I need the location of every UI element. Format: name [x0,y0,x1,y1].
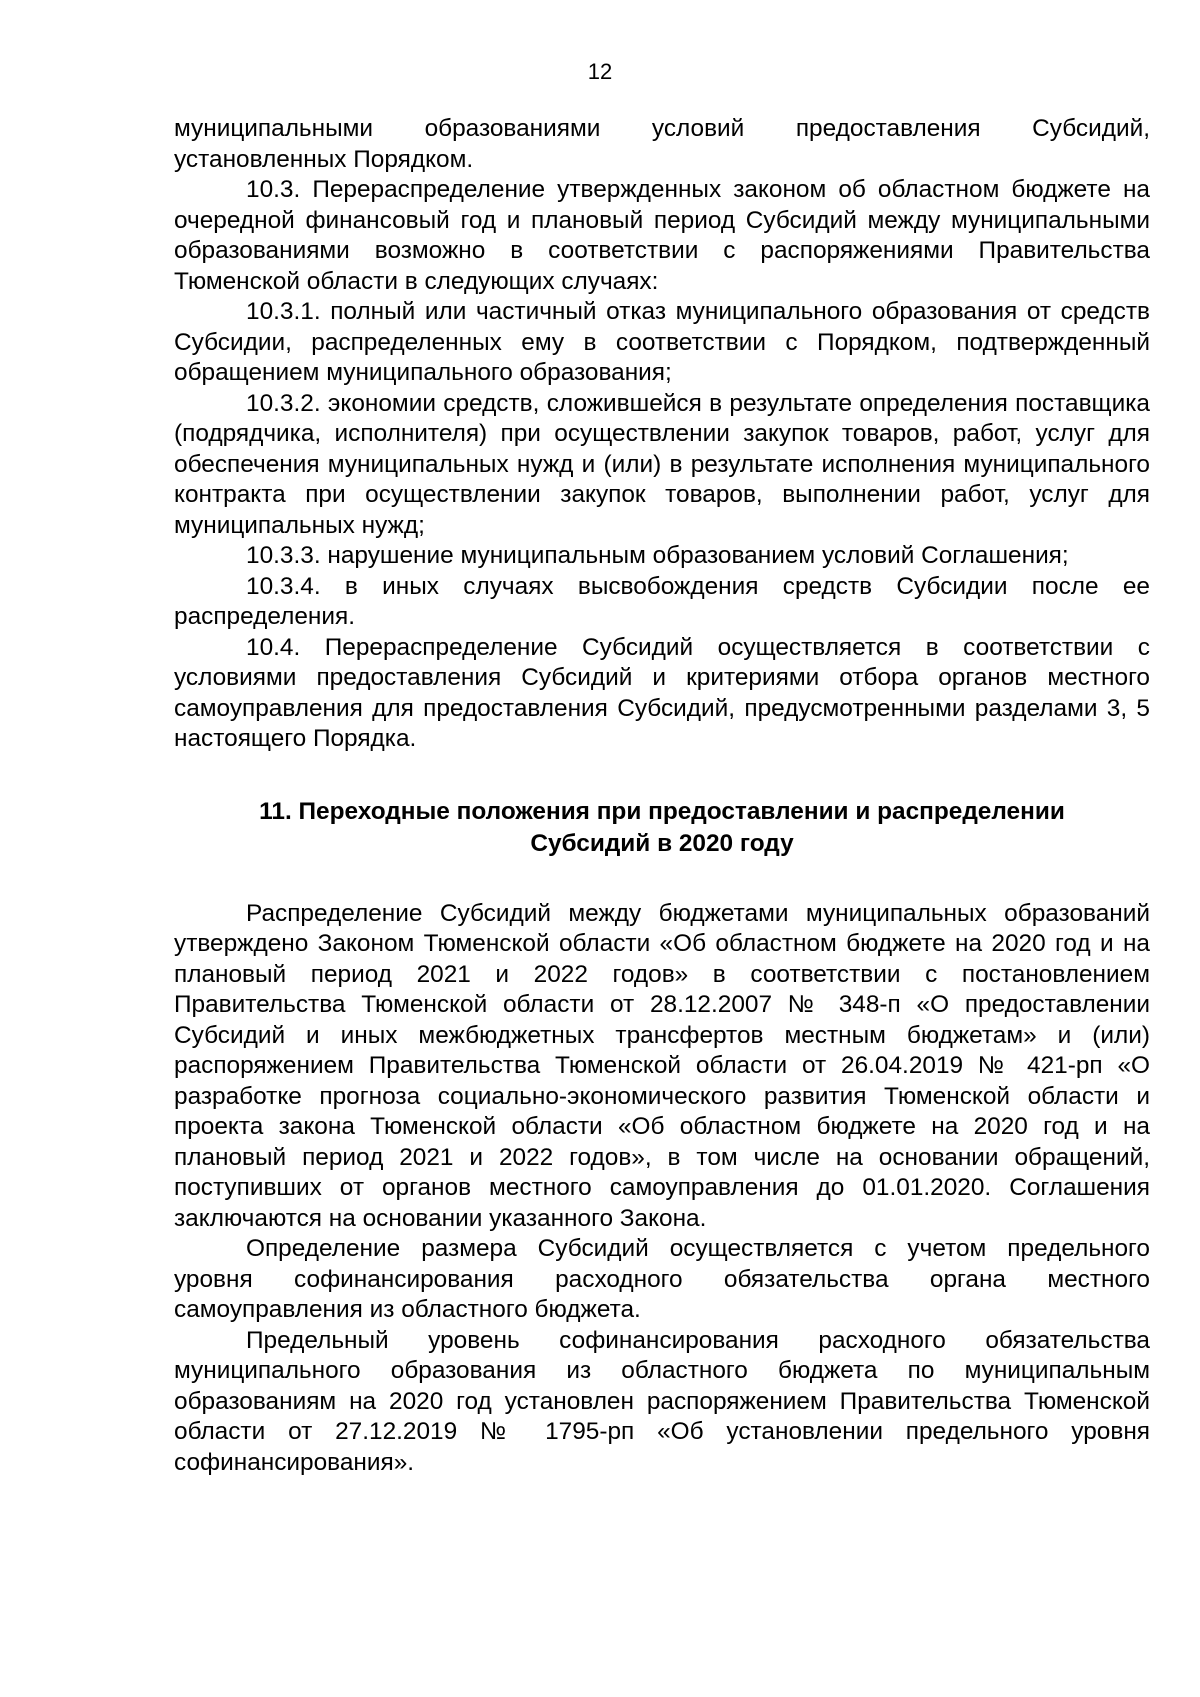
paragraph-10-3-2: 10.3.2. экономии средств, сложившейся в результате определения поставщика (подрядчика, исполнителя) при осуществлении закупок товаров, работ, услуг для обеспечения муниципальных нужд и (или) в результате исполнения муниципального контракта при осуществлении закупок товаров, выполнении работ, услуг для муниципальных нужд; [174,389,1150,539]
paragraph-distribution: Распределение Субсидий между бюджетами муниципальных образований утверждено Законом Тюменской области «Об областном бюджете на 2020 год и на плановый период 2021 и 2022 годов» в соответствии с постановлением Правительства Тюменской области от 28.12.2007 № 348-п «О предоставлении Субсидий и иных межбюджетных трансфертов местным бюджетам» и (или) распоряжением Правительства Тюменской области от 26.04.2019 № 421-рп «О разработке прогноза социально-экономического развития Тюменской области и проекта закона Тюменской области «Об областном бюджете на 2020 год и на плановый период 2021 и 2022 годов», в том числе на основании обращений, поступивших от органов местного самоуправления до 01.01.2020. Соглашения заключаются на основании указанного Закона. [174,899,1150,1232]
paragraph-10-3-1: 10.3.1. полный или частичный отказ муниципального образования от средств Субсидии, распределенных ему в соответствии с Порядком, подтвержденный обращением муниципального образования; [174,298,1150,386]
paragraph-subsidy-size: Определение размера Субсидий осуществляется с учетом предельного уровня софинансирования расходного обязательства органа местного самоуправления из областного бюджета. [174,1235,1150,1323]
section-heading [174,796,1150,860]
paragraph-continuation: муниципальными образованиями условий предоставления Субсидий, установленных Порядком. [174,115,1150,173]
paragraph-10-3-4: 10.3.4. в иных случаях высвобождения средств Субсидии после ее распределения. [174,572,1150,630]
paragraph-10-3: 10.3. Перераспределение утвержденных законом об областном бюджете на очередной финансовый год и плановый период Субсидий между муниципальными образованиями возможно в соответствии с распоряжениями Правительства Тюменской области в следующих случаях: [174,176,1150,295]
section-heading-line-2: Субсидий в 2020 году [530,829,794,857]
paragraph-10-3-3: 10.3.3. нарушение муниципальным образованием условий Соглашения; [246,542,1069,569]
paragraph-10-4: 10.4. Перераспределение Субсидий осуществляется в соответствии с условиями предоставления Субсидий и критериями отбора органов местного самоуправления для предоставления Субсидий, предусмотренными разделами 3, 5 настоящего Порядка. [174,633,1150,752]
document-body [174,114,1150,1478]
page-number: 12 [587,59,613,84]
section-heading-line-1: 11. Переходные положения при предоставлении и распределении [259,797,1065,825]
paragraph-cofinancing-level: Предельный уровень софинансирования расходного обязательства муниципального образования из областного бюджета по муниципальным образованиям на 2020 год установлен распоряжением Правительства Тюменской области от 27.12.2019 № 1795-рп «Об установлении предельного уровня софинансирования». [174,1326,1150,1476]
